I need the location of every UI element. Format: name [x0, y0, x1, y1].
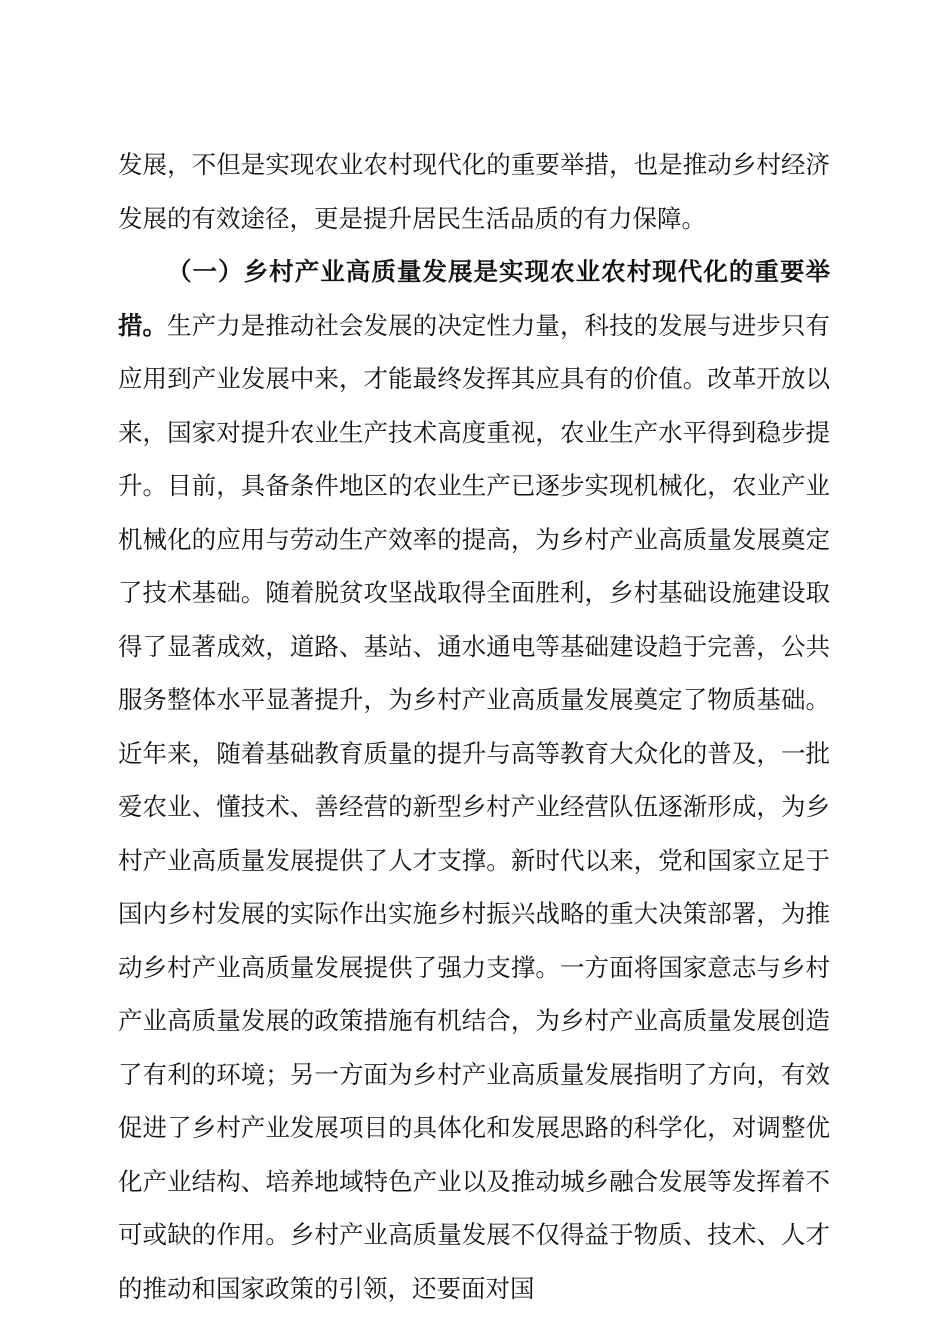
paragraph-continuation: [118, 138, 830, 245]
paragraph-text: 发展，不但是实现农业农村现代化的重要举措，也是推动乡村经济发展的有效途径，更是提升居民生活品质的有力保障。: [118, 150, 830, 233]
paragraph-section-one: [118, 245, 830, 1315]
paragraph-text: 生产力是推动社会发展的决定性力量，科技的发展与进步只有应用到产业发展中来，才能最终发挥其应具有的价值。改革开放以来，国家对提升农业生产技术高度重视，农业生产水平得到稳步提升。目前，具备条件地区的农业生产已逐步实现机械化，农业产业机械化的应用与劳动生产效率的提高，为乡村产业高质量发展奠定了技术基础。随着脱贫攻坚战取得全面胜利，乡村基础设施建设取得了显著成效，道路、基站、通水通电等基础建设趋于完善，公共服务整体水平显著提升，为乡村产业高质量发展奠定了物质基础。近年来，随着基础教育质量的提升与高等教育大众化的普及，一批爱农业、懂技术、善经营的新型乡村产业经营队伍逐渐形成，为乡村产业高质量发展提供了人才支撑。新时代以来，党和国家立足于国内乡村发展的实际作出实施乡村振兴战略的重大决策部署，为推动乡村产业高质量发展提供了强力支撑。一方面将国家意志与乡村产业高质量发展的政策措施有机结合，为乡村产业高质量发展创造了有利的环境；另一方面为乡村产业高质量发展指明了方向，有效促进了乡村产业发展项目的具体化和发展思路的科学化，对调整优化产业结构、培养地域特色产业以及推动城乡融合发展等发挥着不可或缺的作用。乡村产业高质量发展不仅得益于物质、技术、人才的推动和国家政策的引领，还要面对国: [118, 310, 830, 1303]
body-text: [118, 138, 830, 1315]
section-heading: （一）乡村产业高质量发展是实现农业农村现代化的重要举措。: [118, 257, 830, 340]
